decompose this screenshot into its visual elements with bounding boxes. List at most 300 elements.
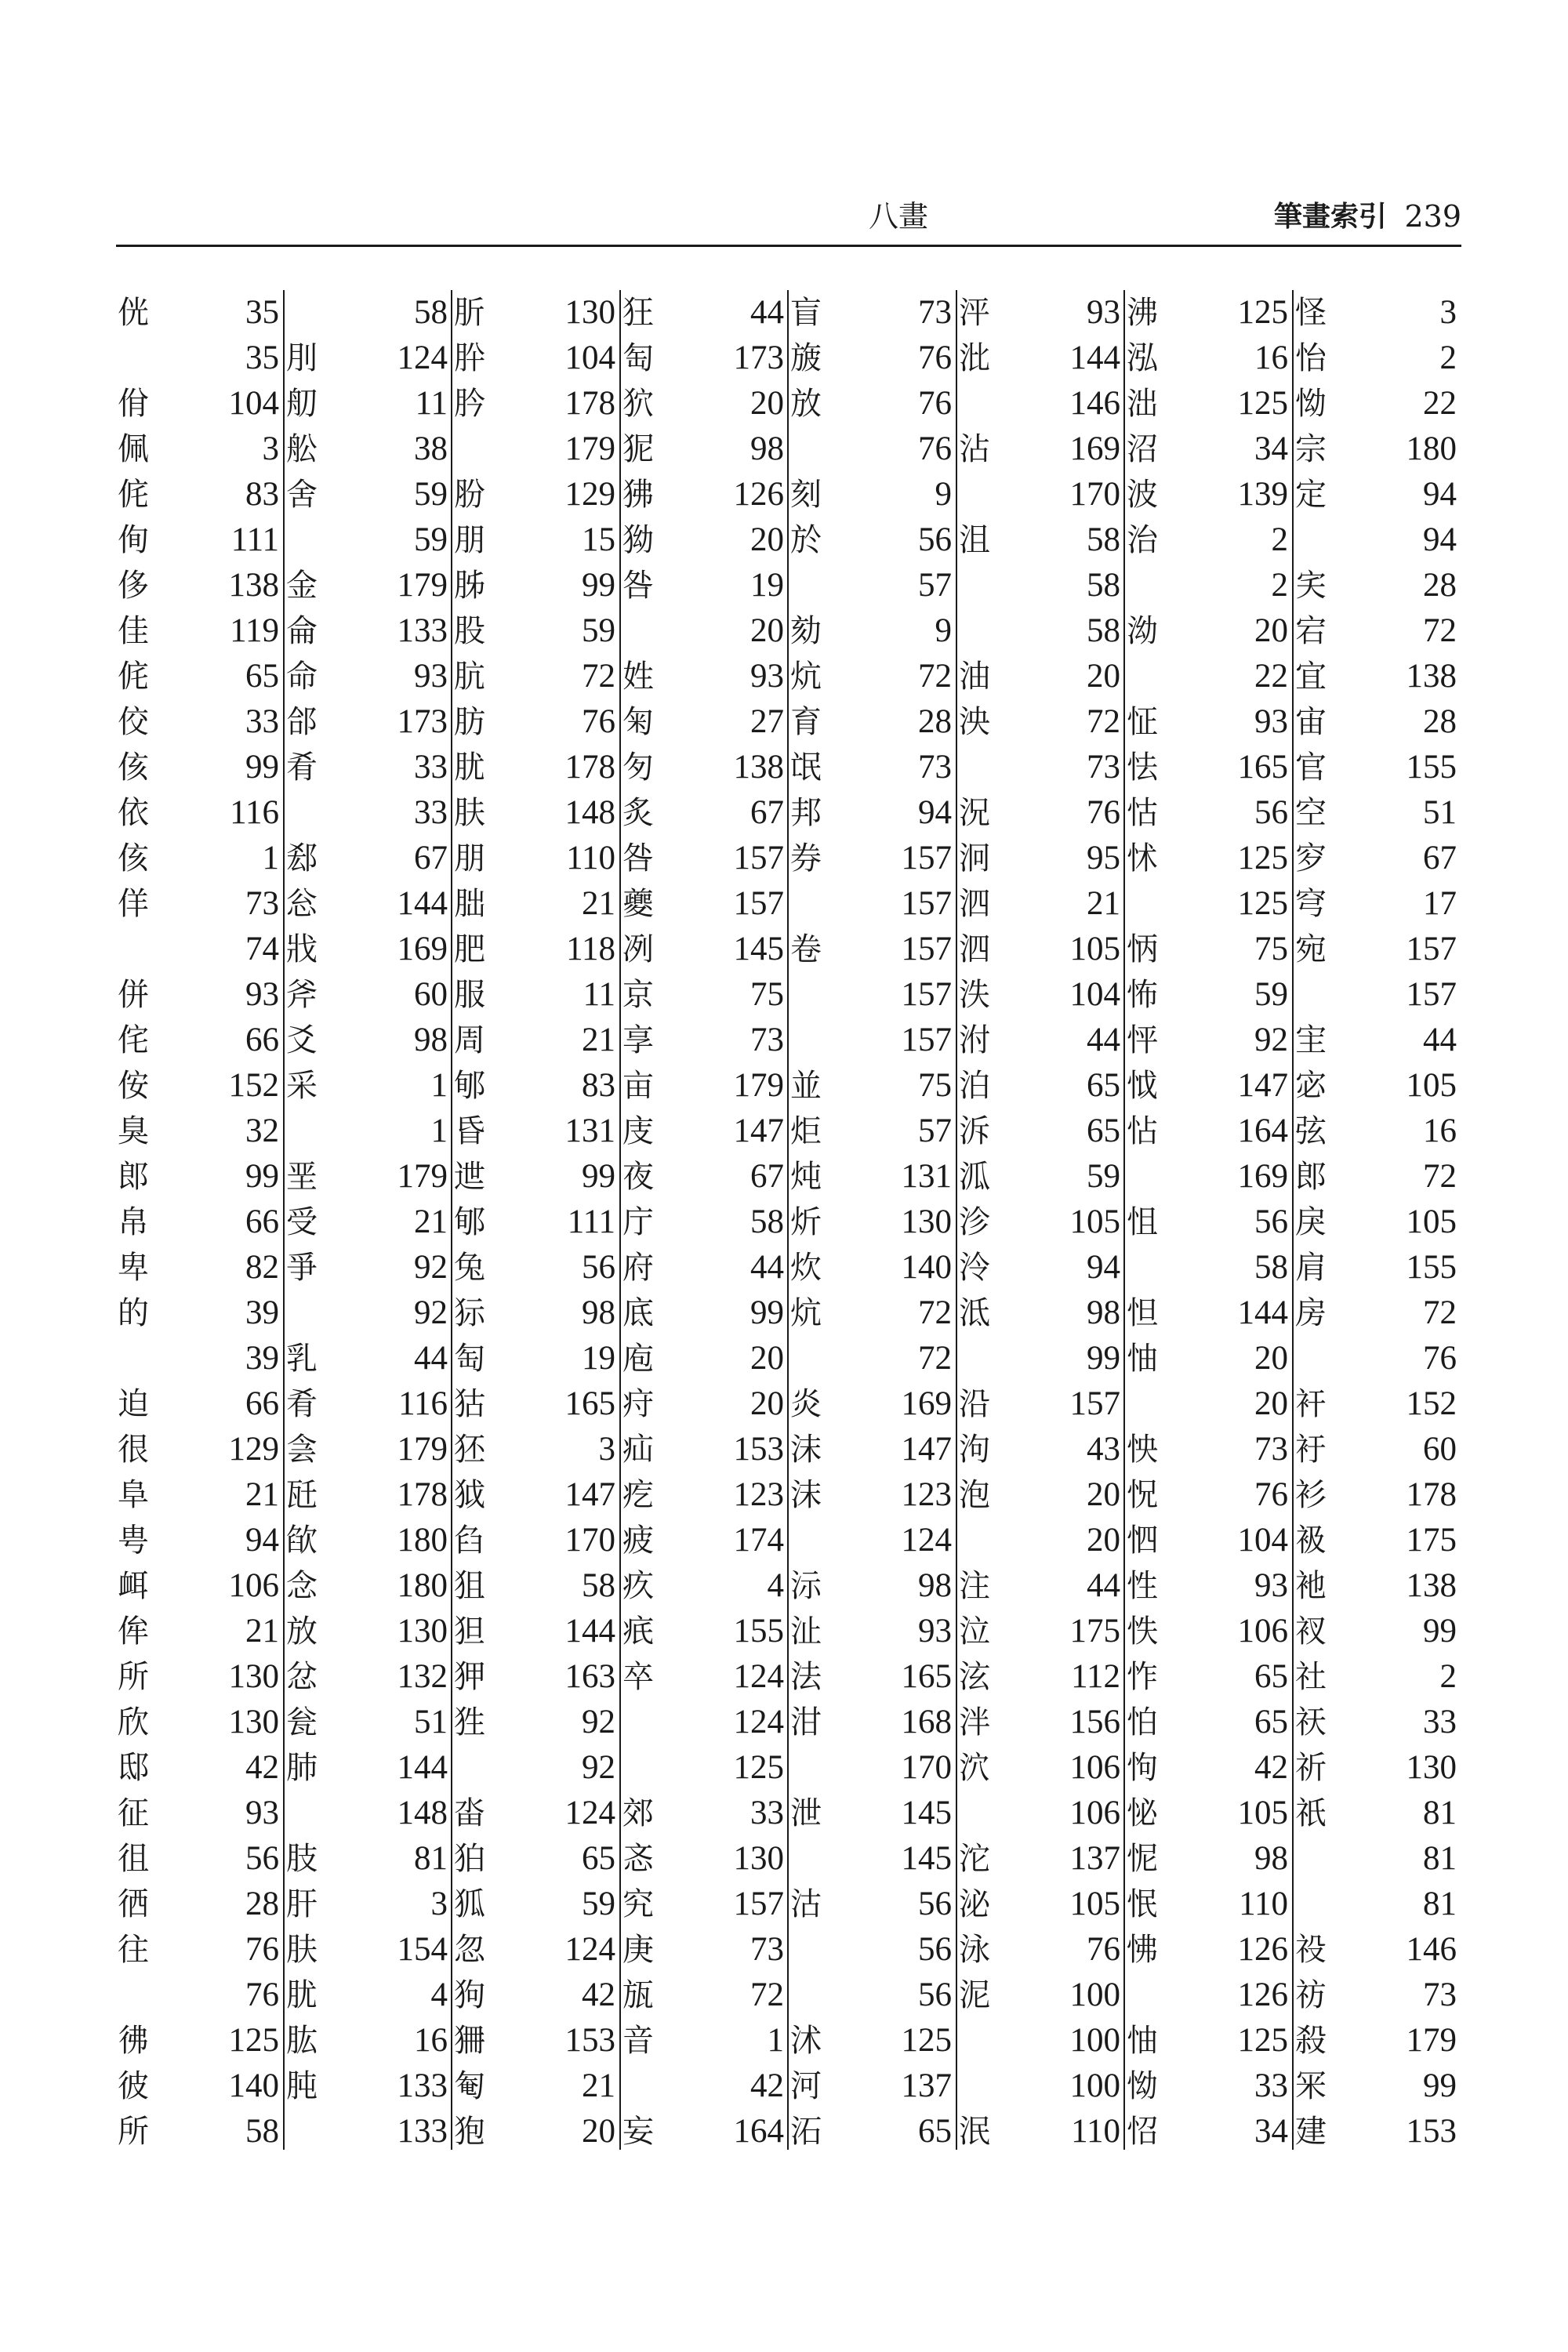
index-entry xyxy=(452,1245,620,1290)
index-page-number: 125 xyxy=(1237,885,1288,922)
index-page-number: 133 xyxy=(397,2067,448,2104)
index-entry xyxy=(116,472,284,517)
index-page-number: 28 xyxy=(918,703,952,740)
index-page-number: 148 xyxy=(397,1795,448,1831)
index-entry xyxy=(452,699,620,745)
index-character: 肬 xyxy=(454,750,485,786)
index-column xyxy=(1125,290,1293,2156)
index-character: 冞 xyxy=(1295,2068,1327,2104)
index-character: 忩 xyxy=(286,886,318,922)
index-character: 匎 xyxy=(454,2068,485,2104)
index-character: 忞 xyxy=(622,1841,654,1877)
index-entry xyxy=(285,1200,452,1245)
index-page-number: 44 xyxy=(750,1249,784,1286)
index-page-number: 99 xyxy=(245,749,279,786)
index-entry xyxy=(957,1245,1125,1290)
index-character: 卷 xyxy=(790,931,822,967)
index-entry xyxy=(116,836,284,881)
index-entry xyxy=(621,336,789,381)
index-character: 沘 xyxy=(959,340,990,376)
index-entry xyxy=(116,1200,284,1245)
index-entry xyxy=(621,1290,789,1336)
index-page-number: 56 xyxy=(245,1840,279,1877)
index-page-number: 152 xyxy=(228,1067,279,1104)
index-character: 怮 xyxy=(1127,2068,1158,2104)
index-entry xyxy=(621,1018,789,1063)
index-page-number: 110 xyxy=(1239,1886,1288,1922)
index-character: 侖 xyxy=(286,613,318,649)
index-page-number: 42 xyxy=(245,1749,279,1786)
index-character: 穹 xyxy=(1295,886,1327,922)
index-character: 怢 xyxy=(1127,1613,1158,1650)
index-page-number: 110 xyxy=(1071,2113,1120,2150)
index-character: 臽 xyxy=(454,1523,485,1559)
index-character: 享 xyxy=(622,1022,654,1058)
index-page-number: 56 xyxy=(918,1931,952,1968)
index-entry xyxy=(1294,1973,1461,2018)
index-page-number: 9 xyxy=(935,476,952,513)
index-page-number: 20 xyxy=(582,2113,615,2150)
index-entry xyxy=(116,2109,284,2154)
index-character: 夜 xyxy=(622,1159,654,1195)
index-entry xyxy=(1125,1472,1293,1518)
index-entry xyxy=(957,1200,1125,1245)
index-character: 狘 xyxy=(454,1477,485,1513)
index-entry xyxy=(285,836,452,881)
index-character: 忽 xyxy=(454,1932,485,1968)
index-page-number: 157 xyxy=(901,931,952,967)
index-character: 炊 xyxy=(790,1250,822,1286)
index-page-number: 98 xyxy=(1087,1294,1120,1331)
index-character: 放 xyxy=(286,1613,318,1650)
index-page-number: 74 xyxy=(245,931,279,967)
index-entry xyxy=(285,2109,452,2154)
index-page-number: 126 xyxy=(1237,1931,1288,1968)
index-page-number: 72 xyxy=(918,1294,952,1331)
index-character: 沭 xyxy=(790,2023,822,2059)
index-page-number: 2 xyxy=(1439,1658,1457,1695)
index-page-number: 56 xyxy=(582,1249,615,1286)
index-entry xyxy=(285,517,452,563)
index-entry xyxy=(789,381,956,426)
index-page-number: 27 xyxy=(750,703,784,740)
index-page-number: 112 xyxy=(1071,1658,1120,1695)
index-character: 肺 xyxy=(286,1750,318,1786)
index-entry xyxy=(452,1381,620,1427)
index-entry xyxy=(452,1427,620,1472)
index-character: 併 xyxy=(118,977,149,1013)
index-page-number: 129 xyxy=(564,476,615,513)
index-page-number: 2 xyxy=(1271,567,1288,604)
index-page-number: 138 xyxy=(228,567,279,604)
index-entry xyxy=(789,1381,956,1427)
index-page-number: 130 xyxy=(397,1613,448,1650)
index-page-number: 93 xyxy=(918,1613,952,1650)
index-character: 肩 xyxy=(1295,1250,1327,1286)
index-page-number: 33 xyxy=(1254,2067,1288,2104)
index-entry xyxy=(957,426,1125,472)
index-page-number: 16 xyxy=(1423,1112,1457,1149)
index-character: 怡 xyxy=(1295,340,1327,376)
index-character: 所 xyxy=(118,1659,149,1695)
index-entry xyxy=(789,1109,956,1154)
index-page-number: 94 xyxy=(1423,476,1457,513)
index-entry xyxy=(1125,927,1293,972)
index-entry xyxy=(621,1245,789,1290)
index-character: 狌 xyxy=(454,1704,485,1740)
index-page-number: 1 xyxy=(767,2022,784,2059)
index-page-number: 165 xyxy=(901,1658,952,1695)
index-character: 泠 xyxy=(959,1250,990,1286)
index-entry xyxy=(452,745,620,790)
index-entry xyxy=(452,972,620,1018)
index-page-number: 153 xyxy=(733,1431,784,1468)
index-page-number: 58 xyxy=(414,294,448,331)
index-character: 肤 xyxy=(454,795,485,831)
index-entry xyxy=(116,1154,284,1200)
index-entry xyxy=(1125,881,1293,927)
index-character: 旇 xyxy=(790,340,822,376)
index-entry xyxy=(116,2063,284,2109)
index-entry xyxy=(789,881,956,927)
index-page-number: 92 xyxy=(414,1249,448,1286)
index-character: 泗 xyxy=(959,931,990,967)
index-character: 炘 xyxy=(790,1204,822,1240)
index-character: 乳 xyxy=(286,1341,318,1377)
index-character: 佩 xyxy=(118,431,149,467)
index-entry xyxy=(1294,1109,1461,1154)
index-column xyxy=(116,290,284,2156)
index-entry xyxy=(957,2018,1125,2063)
index-entry xyxy=(621,1654,789,1700)
index-entry xyxy=(116,2018,284,2063)
index-entry xyxy=(285,381,452,426)
index-page-number: 98 xyxy=(1254,1840,1288,1877)
index-entry xyxy=(116,699,284,745)
index-entry xyxy=(116,1654,284,1700)
index-entry xyxy=(1294,563,1461,608)
index-page-number: 138 xyxy=(733,749,784,786)
index-character: 冽 xyxy=(622,931,654,967)
index-character: 征 xyxy=(118,1795,149,1831)
index-entry xyxy=(285,1609,452,1654)
index-page-number: 130 xyxy=(228,1704,279,1740)
index-page-number: 125 xyxy=(1237,840,1288,877)
index-character: 周 xyxy=(454,1022,485,1058)
index-page-number: 1 xyxy=(262,840,279,877)
index-character: 泱 xyxy=(959,704,990,740)
index-entry xyxy=(285,1109,452,1154)
index-entry xyxy=(1125,472,1293,517)
index-entry xyxy=(1294,2109,1461,2154)
index-page-number: 56 xyxy=(918,1976,952,2013)
index-character: 怴 xyxy=(1127,1068,1158,1104)
index-character: 怋 xyxy=(1127,1886,1158,1922)
index-page-number: 35 xyxy=(245,339,279,376)
index-entry xyxy=(957,927,1125,972)
index-entry xyxy=(957,1109,1125,1154)
index-page-number: 20 xyxy=(750,612,784,649)
index-entry xyxy=(1125,563,1293,608)
index-page-number: 32 xyxy=(245,1112,279,1149)
index-entry xyxy=(621,1154,789,1200)
index-page-number: 92 xyxy=(582,1704,615,1740)
index-page-number: 28 xyxy=(245,1886,279,1922)
index-entry xyxy=(789,472,956,517)
index-character: 祇 xyxy=(1295,1795,1327,1831)
index-entry xyxy=(285,1063,452,1109)
index-page-number: 94 xyxy=(1423,521,1457,558)
index-page-number: 19 xyxy=(750,567,784,604)
index-page-number: 104 xyxy=(1237,1522,1288,1559)
index-entry xyxy=(789,699,956,745)
index-entry xyxy=(621,1472,789,1518)
index-page-number: 58 xyxy=(582,1567,615,1604)
index-entry xyxy=(621,426,789,472)
index-entry xyxy=(116,881,284,927)
index-page-number: 73 xyxy=(1423,1976,1457,2013)
index-entry xyxy=(1294,1018,1461,1063)
index-entry xyxy=(452,1700,620,1745)
index-page-number: 4 xyxy=(767,1567,784,1604)
index-page-number: 139 xyxy=(1237,476,1288,513)
index-page-number: 42 xyxy=(750,2067,784,2104)
index-page-number: 44 xyxy=(1087,1022,1120,1058)
index-entry xyxy=(957,790,1125,836)
index-page-number: 105 xyxy=(1237,1795,1288,1831)
index-entry xyxy=(789,1472,956,1518)
index-entry xyxy=(621,1200,789,1245)
index-page-number: 144 xyxy=(397,1749,448,1786)
index-entry xyxy=(285,1973,452,2018)
index-character: 佳 xyxy=(118,613,149,649)
index-entry xyxy=(1294,1245,1461,1290)
index-page-number: 124 xyxy=(733,1704,784,1740)
index-entry xyxy=(957,1563,1125,1609)
index-entry xyxy=(789,2063,956,2109)
index-entry xyxy=(116,336,284,381)
index-entry xyxy=(1125,1518,1293,1563)
index-entry xyxy=(1125,1700,1293,1745)
index-page-number: 34 xyxy=(1254,2113,1288,2150)
index-character: 底 xyxy=(622,1295,654,1331)
index-page-number: 100 xyxy=(1069,2022,1120,2059)
index-page-number: 17 xyxy=(1423,885,1457,922)
index-character: 泭 xyxy=(959,1022,990,1058)
index-entry xyxy=(621,290,789,336)
index-character: 狕 xyxy=(622,522,654,558)
index-page-number: 73 xyxy=(918,294,952,331)
index-entry xyxy=(1294,2018,1461,2063)
index-page-number: 155 xyxy=(1406,1249,1457,1286)
index-entry xyxy=(621,472,789,517)
index-page-number: 44 xyxy=(750,294,784,331)
index-character: 怐 xyxy=(1127,1750,1158,1786)
index-page-number: 9 xyxy=(935,612,952,649)
index-page-number: 92 xyxy=(1254,1022,1288,1058)
index-entry xyxy=(116,1472,284,1518)
index-character: 空 xyxy=(1295,795,1327,831)
index-page-number: 20 xyxy=(750,521,784,558)
index-page-number: 72 xyxy=(1087,703,1120,740)
index-page-number: 73 xyxy=(1087,749,1120,786)
index-page-number: 157 xyxy=(1406,931,1457,967)
index-entry xyxy=(957,1290,1125,1336)
index-character: 匊 xyxy=(622,704,654,740)
index-page-number: 130 xyxy=(901,1203,952,1240)
index-entry xyxy=(957,1927,1125,1973)
index-character: 瓬 xyxy=(622,1977,654,2013)
index-entry xyxy=(452,654,620,699)
index-entry xyxy=(1294,608,1461,654)
index-page-number: 133 xyxy=(397,612,448,649)
index-character: 服 xyxy=(454,977,485,1013)
index-entry xyxy=(957,1609,1125,1654)
index-character: 庚 xyxy=(622,1932,654,1968)
index-entry xyxy=(1294,517,1461,563)
index-character: 河 xyxy=(790,2068,822,2104)
index-character: 炖 xyxy=(790,1159,822,1195)
index-entry xyxy=(116,1336,284,1381)
index-page-number: 155 xyxy=(733,1613,784,1650)
index-entry xyxy=(116,608,284,654)
index-entry xyxy=(789,1609,956,1654)
index-entry xyxy=(1294,1063,1461,1109)
index-character: 怔 xyxy=(1127,704,1158,740)
index-page-number: 137 xyxy=(1069,1840,1120,1877)
index-entry xyxy=(285,1927,452,1973)
index-character: 怞 xyxy=(1127,2023,1158,2059)
index-entry xyxy=(285,1791,452,1836)
index-character: 泏 xyxy=(1127,386,1158,422)
index-entry xyxy=(1125,2109,1293,2154)
index-page-number: 179 xyxy=(397,567,448,604)
index-character: 匋 xyxy=(454,1341,485,1377)
index-entry xyxy=(621,1518,789,1563)
index-character: 怦 xyxy=(1127,1022,1158,1058)
index-page-number: 65 xyxy=(245,658,279,695)
index-page-number: 98 xyxy=(918,1567,952,1604)
index-page-number: 20 xyxy=(1254,1340,1288,1377)
index-entry xyxy=(1125,517,1293,563)
index-page-number: 145 xyxy=(901,1840,952,1877)
index-character: 徂 xyxy=(118,1841,149,1877)
index-page-number: 4 xyxy=(430,1976,448,2013)
index-entry xyxy=(621,608,789,654)
index-page-number: 51 xyxy=(1423,794,1457,831)
index-character: 泑 xyxy=(1127,613,1158,649)
index-character: 沱 xyxy=(959,1841,990,1877)
index-entry xyxy=(452,881,620,927)
index-column xyxy=(621,290,789,2156)
index-entry xyxy=(452,790,620,836)
index-character: 宗 xyxy=(1295,431,1327,467)
index-character: 侊 xyxy=(118,295,149,331)
index-page-number: 58 xyxy=(245,2113,279,2150)
index-entry xyxy=(957,1973,1125,2018)
index-entry xyxy=(1125,1745,1293,1791)
index-entry xyxy=(1294,972,1461,1018)
index-entry xyxy=(621,927,789,972)
index-page-number: 100 xyxy=(1069,2067,1120,2104)
index-page-number: 99 xyxy=(582,1158,615,1195)
index-page-number: 44 xyxy=(414,1340,448,1377)
index-character: 刖 xyxy=(286,340,318,376)
index-entry xyxy=(116,1882,284,1927)
index-page-number: 3 xyxy=(1439,294,1457,331)
index-entry xyxy=(1125,1836,1293,1882)
index-character: 肤 xyxy=(286,1932,318,1968)
index-character: 受 xyxy=(286,1204,318,1240)
index-character: 彼 xyxy=(118,2068,149,2104)
index-entry xyxy=(1125,1973,1293,2018)
index-character: 采 xyxy=(286,1068,318,1104)
index-entry xyxy=(285,1427,452,1472)
index-entry xyxy=(621,972,789,1018)
index-character: 怭 xyxy=(1127,1795,1158,1831)
index-entry xyxy=(621,745,789,790)
index-entry xyxy=(789,1290,956,1336)
index-character: 臭 xyxy=(118,1113,149,1149)
index-page-number: 67 xyxy=(414,840,448,877)
index-page-number: 65 xyxy=(1254,1704,1288,1740)
index-page-number: 175 xyxy=(1069,1613,1120,1650)
index-entry xyxy=(621,836,789,881)
index-character: 郇 xyxy=(454,1068,485,1104)
index-entry xyxy=(957,381,1125,426)
index-entry xyxy=(621,1791,789,1836)
index-entry xyxy=(452,1290,620,1336)
index-character: 注 xyxy=(959,1568,990,1604)
index-character: 垩 xyxy=(286,1159,318,1195)
index-character: 泃 xyxy=(959,1432,990,1468)
index-entry xyxy=(116,1063,284,1109)
index-entry xyxy=(452,381,620,426)
index-entry xyxy=(789,1063,956,1109)
index-character: 肣 xyxy=(454,386,485,422)
index-character: 房 xyxy=(1295,1295,1327,1331)
index-entry xyxy=(285,1882,452,1927)
index-entry xyxy=(116,563,284,608)
index-entry xyxy=(452,1472,620,1518)
index-entry xyxy=(1294,1927,1461,1973)
index-page-number: 76 xyxy=(245,1976,279,2013)
index-page-number: 178 xyxy=(397,1476,448,1513)
index-entry xyxy=(621,1109,789,1154)
index-page-number: 20 xyxy=(750,385,784,422)
index-entry xyxy=(1125,1791,1293,1836)
index-entry xyxy=(285,1018,452,1063)
index-page-number: 165 xyxy=(564,1385,615,1422)
index-page-number: 59 xyxy=(1087,1158,1120,1195)
index-page-number: 105 xyxy=(1069,931,1120,967)
index-character: 庁 xyxy=(622,1204,654,1240)
index-page-number: 179 xyxy=(397,1431,448,1468)
index-character: 咎 xyxy=(622,840,654,877)
index-character: 郄 xyxy=(286,840,318,877)
index-page-number: 20 xyxy=(1087,658,1120,695)
index-page-number: 153 xyxy=(1406,2113,1457,2150)
index-entry xyxy=(1125,1427,1293,1472)
index-character: 泳 xyxy=(959,1932,990,1968)
index-entry xyxy=(452,1563,620,1609)
index-page-number: 106 xyxy=(228,1567,279,1604)
index-entry xyxy=(1294,1336,1461,1381)
index-entry xyxy=(621,1836,789,1882)
page-number: 239 xyxy=(1404,199,1461,234)
index-entry xyxy=(285,336,452,381)
index-page-number: 123 xyxy=(733,1476,784,1513)
